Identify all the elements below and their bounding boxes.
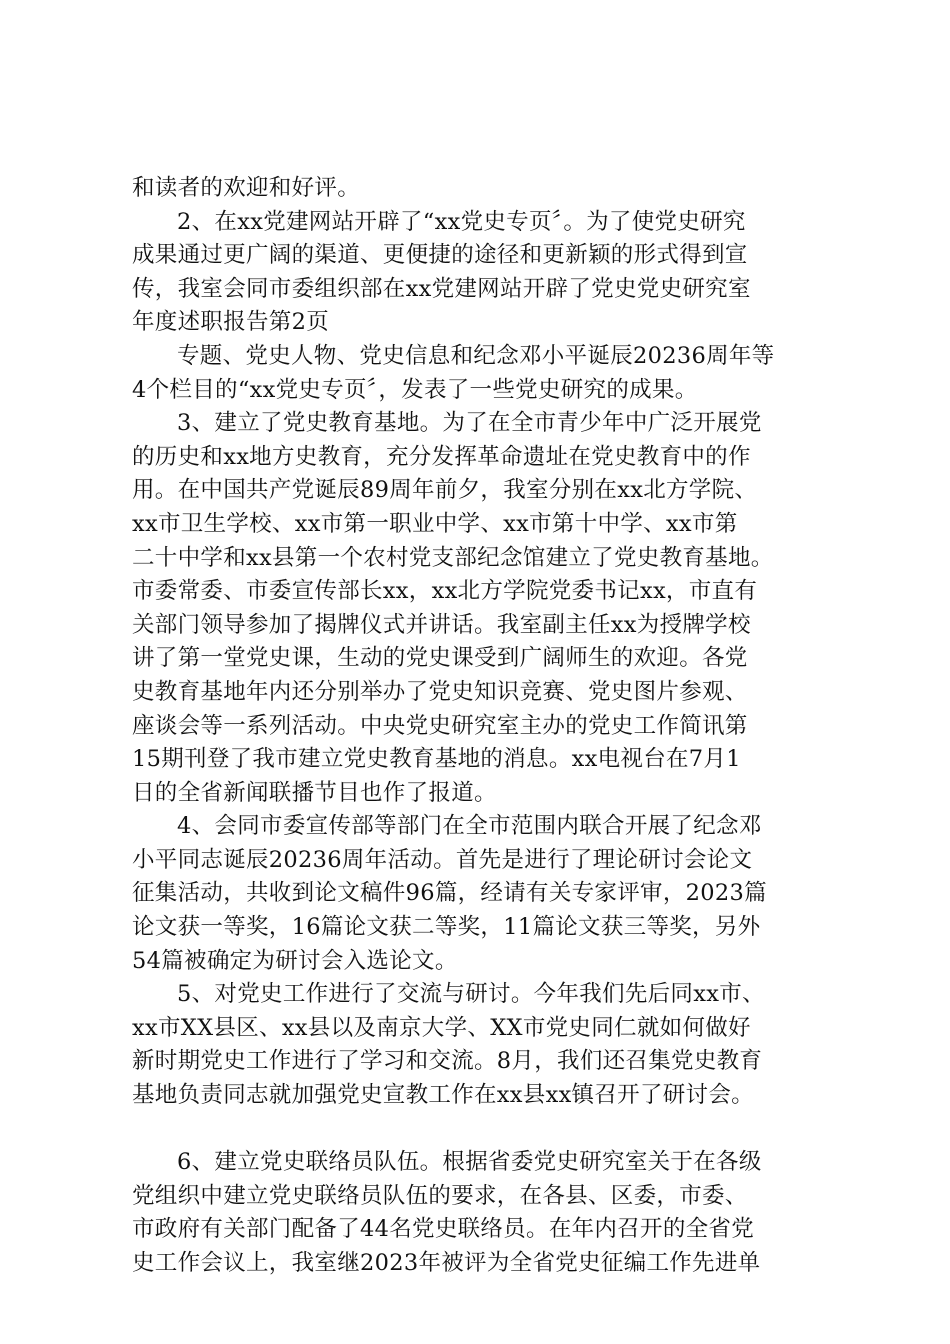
text-line: 新时期党史工作进行了学习和交流。8月，我们还召集党史教育 — [132, 1048, 763, 1075]
text-line: 2、在xx党建网站开辟了“xx党史专页〞。为了使党史研究 — [177, 208, 746, 235]
paragraph-6 — [132, 1146, 832, 1280]
text-line: 小平同志诞辰20236周年活动。首先是进行了理论研讨会论文 — [132, 846, 753, 873]
paragraph-1 — [132, 206, 832, 340]
paragraph-spacer — [132, 1113, 832, 1147]
text-line: 5、对党史工作进行了交流与研讨。今年我们先后同xx市、 — [177, 981, 765, 1008]
text-line: 成果通过更广阔的渠道、更便捷的途径和更新颖的形式得到宣 — [132, 242, 748, 269]
text-line: 基地负责同志就加强党史宣教工作在xx县xx镇召开了研讨会。 — [132, 1082, 754, 1109]
paragraph-5 — [132, 978, 832, 1112]
text-line: 征集活动，共收到论文稿件96篇，经请有关专家评审，2023篇 — [132, 880, 767, 907]
text-line: 日的全省新闻联播节目也作了报道。 — [132, 779, 497, 806]
text-line: 史工作会议上，我室继2023年被评为全省党史征编工作先进单 — [132, 1250, 761, 1276]
text-line: 54篇被确定为研讨会入选论文。 — [132, 947, 458, 974]
text-line: 二十中学和xx县第一个农村党支部纪念馆建立了党史教育基地。 — [132, 544, 774, 571]
text-line: 专题、党史人物、党史信息和纪念邓小平诞辰20236周年等 — [177, 342, 775, 369]
text-line: 4、会同市委宣传部等部门在全市范围内联合开展了纪念邓 — [177, 813, 762, 840]
text-line: 市委常委、市委宣传部长xx，xx北方学院党委书记xx，市直有 — [132, 578, 758, 605]
text-line: 15期刊登了我市建立党史教育基地的消息。xx电视台在7月1 — [132, 746, 741, 773]
text-line: 讲了第一堂党史课，生动的党史课受到广阔师生的欢迎。各党 — [132, 645, 748, 672]
text-line: 论文获一等奖，16篇论文获二等奖，11篇论文获三等奖，另外 — [132, 914, 761, 941]
text-line: 6、建立党史联络员队伍。根据省委党史研究室关于在各级 — [177, 1149, 762, 1176]
text-line: 党组织中建立党史联络员队伍的要求，在各县、区委，市委、 — [132, 1182, 748, 1209]
paragraph-2 — [132, 340, 832, 407]
paragraph-3 — [132, 407, 832, 810]
document-page — [132, 172, 832, 1281]
text-line: xx市XX县区、xx县以及南京大学、XX市党史同仁就如何做好 — [132, 1014, 751, 1041]
text-line: xx市卫生学校、xx市第一职业中学、xx市第十中学、xx市第 — [132, 510, 738, 537]
paragraph-4 — [132, 810, 832, 978]
text-line: 和读者的欢迎和好评。 — [132, 175, 361, 201]
text-line: 年度述职报告第2页 — [132, 309, 330, 336]
text-line: 用。在中国共产党诞辰89周年前夕，我室分别在xx北方学院、 — [132, 477, 758, 504]
text-line: 座谈会等一系列活动。中央党史研究室主办的党史工作简讯第 — [132, 712, 748, 739]
text-line: 3、建立了党史教育基地。为了在全市青少年中广泛开展党 — [177, 410, 762, 437]
text-line: 传，我室会同市委组织部在xx党建网站开辟了党史党史研究室 — [132, 275, 751, 302]
text-line: 关部门领导参加了揭牌仪式并讲话。我室副主任xx为授牌学校 — [132, 611, 751, 638]
paragraph-0 — [132, 172, 832, 206]
text-line: 4个栏目的“xx党史专页〞，发表了一些党史研究的成果。 — [132, 376, 698, 403]
text-line: 的历史和xx地方史教育，充分发挥革命遗址在党史教育中的作 — [132, 443, 751, 470]
text-line: 市政府有关部门配备了44名党史联络员。在年内召开的全省党 — [132, 1216, 755, 1243]
text-line: 史教育基地年内还分别举办了党史知识竞赛、党史图片参观、 — [132, 678, 748, 705]
